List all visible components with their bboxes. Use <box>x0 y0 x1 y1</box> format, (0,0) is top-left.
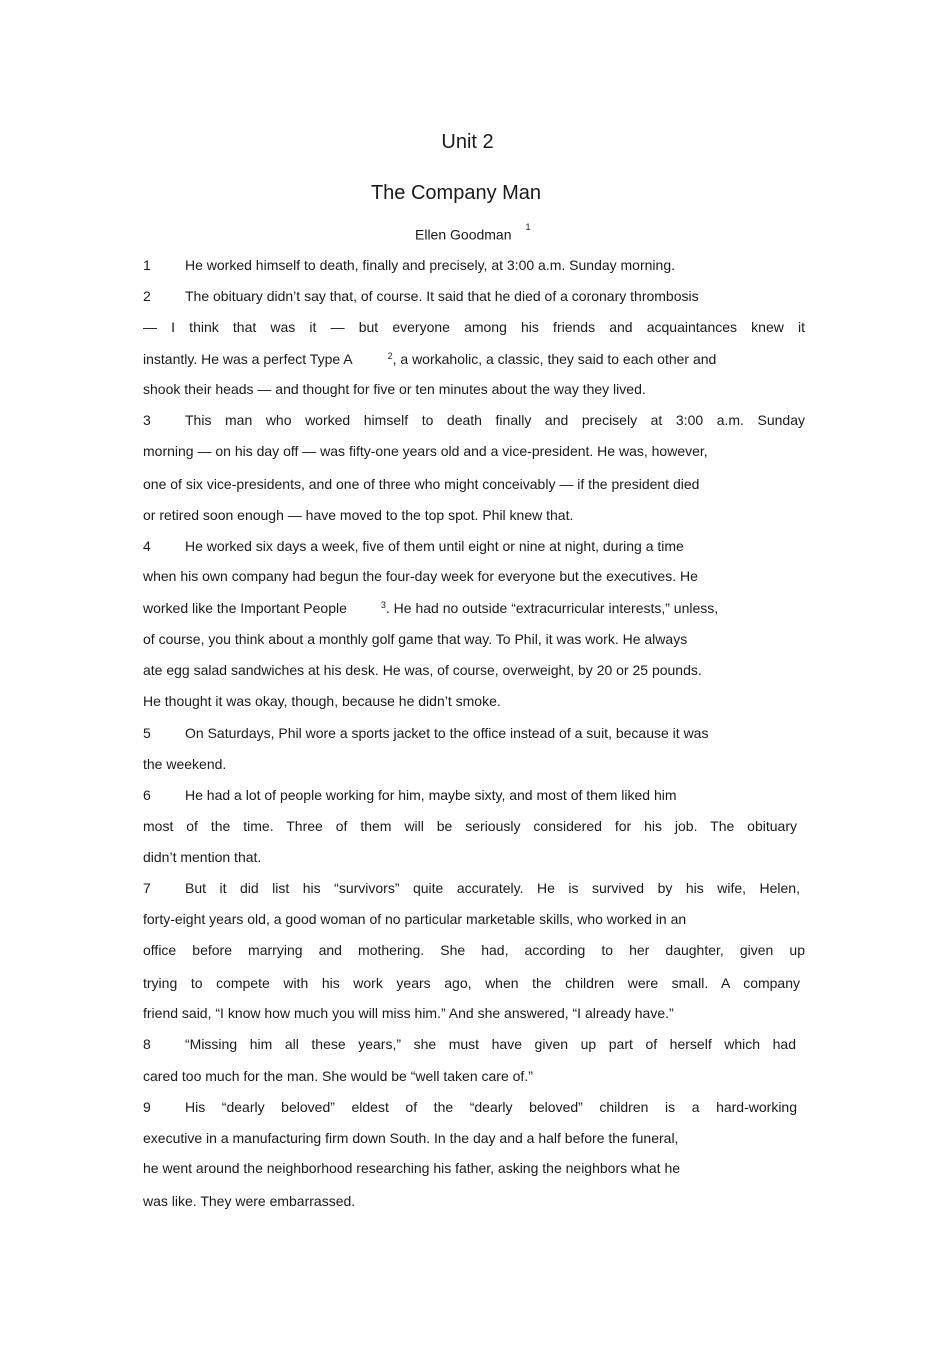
paragraph-number: 3 <box>143 412 151 428</box>
paragraph-line <box>143 599 718 619</box>
line-text: . He had no outside “extracurricular interests,” unless, <box>385 600 719 616</box>
unit-heading: Unit 2 <box>441 131 494 153</box>
paragraph-line: cared too much for the man. She would be “well taken care of.” <box>143 1068 533 1084</box>
paragraph-line: forty-eight years old, a good woman of no particular marketable skills, who worked in an <box>143 911 687 927</box>
paragraph-line <box>143 724 708 742</box>
line-text: His “dearly beloved” eldest of the “dearly beloved” children is a hard-working <box>185 1099 797 1115</box>
paragraph-line <box>143 786 677 804</box>
paragraph-line <box>143 537 684 555</box>
paragraph-line: shook their heads — and thought for five or ten minutes about the way they lived. <box>143 381 646 397</box>
paragraph-line <box>143 256 675 274</box>
line-text: This man who worked himself to death finally and precisely at 3:00 a.m. Sunday <box>185 412 805 428</box>
line-text: But it did list his “survivors” quite accurately. He is survived by his wife, Helen, <box>185 880 800 896</box>
paragraph-line: one of six vice-presidents, and one of three who might conceivably — if the president died <box>143 476 700 492</box>
line-text: instantly. He was a perfect Type A <box>143 351 353 367</box>
paragraph-line: ate egg salad sandwiches at his desk. He was, of course, overweight, by 20 or 25 pounds. <box>143 662 702 678</box>
paragraph-line: He thought it was okay, though, because he didn’t smoke. <box>143 693 501 709</box>
paragraph-line: was like. They were embarrassed. <box>143 1193 356 1209</box>
paragraph-line <box>143 1098 797 1116</box>
author-name: Ellen Goodman <box>415 226 512 243</box>
paragraph-line: friend said, “I know how much you will miss him.” And she answered, “I already have.” <box>143 1005 674 1021</box>
line-text: The obituary didn’t say that, of course. It said that he died of a coronary thrombosis <box>185 288 699 304</box>
paragraph-number: 2 <box>143 288 151 304</box>
paragraph-line: of course, you think about a monthly golf game that way. To Phil, it was work. He always <box>143 631 688 647</box>
paragraph-number: 4 <box>143 538 151 554</box>
line-text: He worked six days a week, five of them until eight or nine at night, during a time <box>185 538 684 554</box>
footnote-marker: 1 <box>525 222 531 232</box>
paragraph-line: — I think that was it — but everyone among his friends and acquaintances knew it <box>143 319 805 335</box>
paragraph-line: executive in a manufacturing firm down South. In the day and a half before the funeral, <box>143 1130 679 1146</box>
line-text: He worked himself to death, finally and precisely, at 3:00 a.m. Sunday morning. <box>185 257 675 273</box>
paragraph-line: when his own company had begun the four-day week for everyone but the executives. He <box>143 568 698 584</box>
paragraph-number: 9 <box>143 1099 151 1115</box>
footnote-marker: 2 <box>387 351 393 361</box>
paragraph-line: trying to compete with his work years ago, when the children were small. A company <box>143 975 800 991</box>
paragraph-line: or retired soon enough — have moved to the top spot. Phil knew that. <box>143 507 574 523</box>
page-title: The Company Man <box>370 182 542 204</box>
paragraph-line: he went around the neighborhood researching his father, asking the neighbors what he <box>143 1160 681 1176</box>
paragraph-line <box>143 287 699 305</box>
paragraph-line: most of the time. Three of them will be seriously considered for his job. The obituary <box>143 818 797 834</box>
line-text: “Missing him all these years,” she must have given up part of herself which had <box>185 1036 796 1052</box>
line-text: , a workaholic, a classic, they said to each other and <box>392 351 717 367</box>
paragraph-line: didn’t mention that. <box>143 849 262 865</box>
paragraph-line <box>143 879 800 897</box>
paragraph-line <box>143 350 716 370</box>
paragraph-number: 8 <box>143 1036 151 1052</box>
paragraph-line: the weekend. <box>143 756 227 772</box>
paragraph-number: 1 <box>143 257 151 273</box>
paragraph-number: 6 <box>143 787 151 803</box>
paragraph-line: morning — on his day off — was fifty-one years old and a vice-president. He was, however, <box>143 443 708 459</box>
line-text: On Saturdays, Phil wore a sports jacket to the office instead of a suit, because it was <box>185 725 709 741</box>
paragraph-line <box>143 1035 796 1053</box>
footnote-marker: 3 <box>380 600 386 610</box>
paragraph-number: 5 <box>143 725 151 741</box>
paragraph-line: office before marrying and mothering. She had, according to her daughter, given up <box>143 942 805 958</box>
line-text: worked like the Important People <box>143 600 347 616</box>
paragraph-line <box>143 411 805 429</box>
author-byline <box>415 222 531 243</box>
paragraph-number: 7 <box>143 880 151 896</box>
line-text: He had a lot of people working for him, maybe sixty, and most of them liked him <box>185 787 677 803</box>
